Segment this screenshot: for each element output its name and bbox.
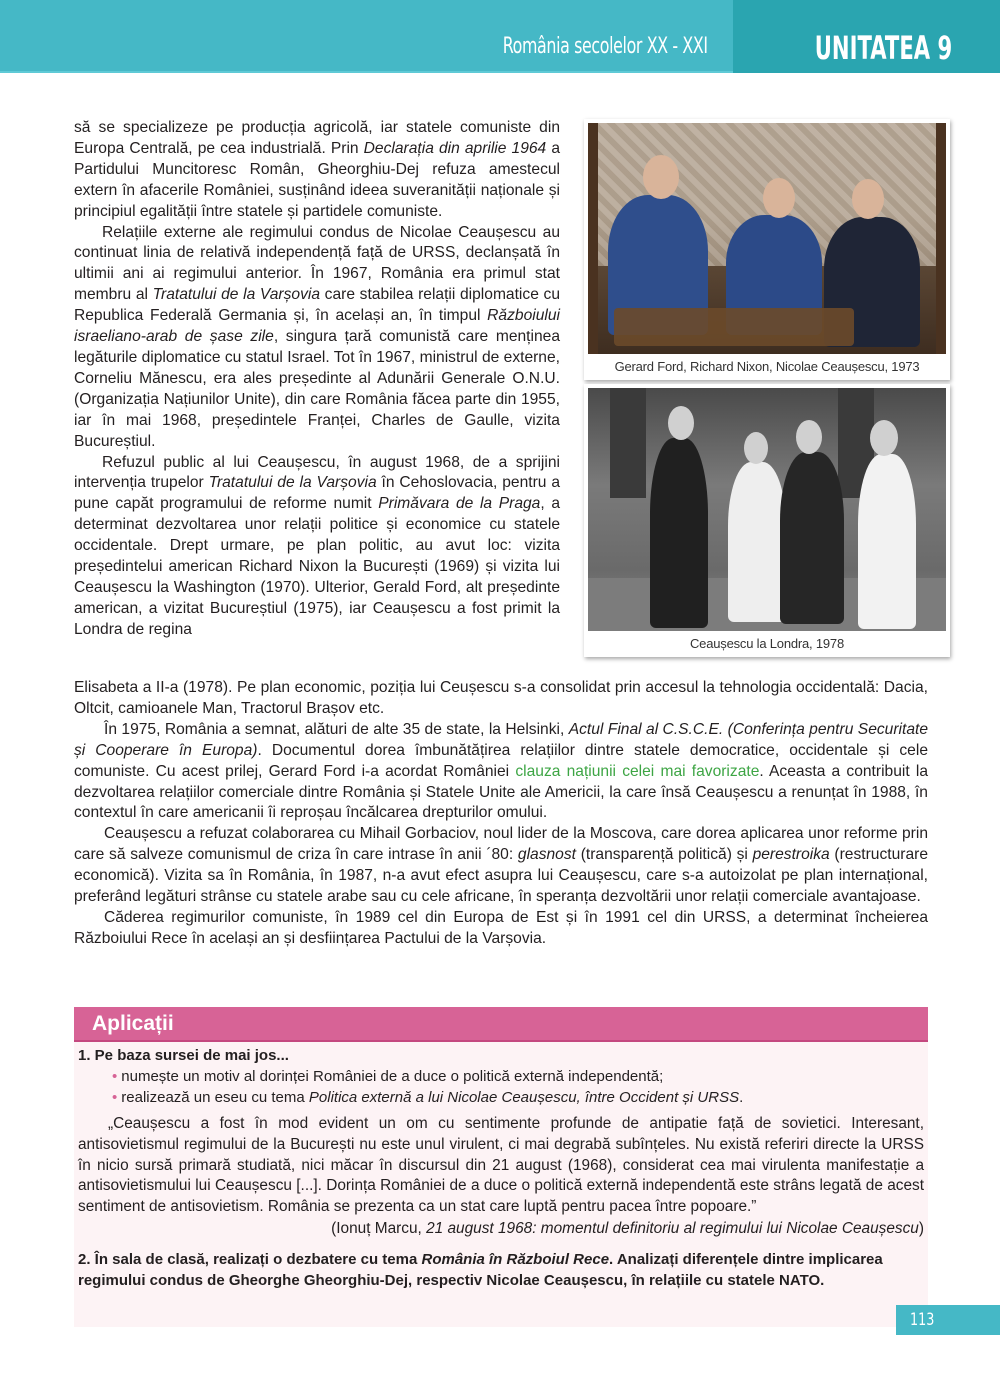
page-number: 113	[910, 1310, 935, 1330]
paragraph-4: În 1975, România a semnat, alături de alte 35 de state, la Helsinki, Actul Final al C.S.C.E. (Conferința pentru Securitate și Cooperare în Europa). Documentul dorea îmbunătățirea relațiilor dintre statele democratice, occidentale și cele comuniste. Cu acest prilej, Gerard Ford i-a acordat României clauza națiunii celei mai favorizate. Aceasta a contribuit la dezvoltarea relațiilor comerciale dintre România și Statele Unite ale Americii, la care însă Ceaușescu a renunțat în 1988, în contextul în care americanii îi reproșau încălcarea drepturilor omului.	[74, 720, 929, 822]
applications-content	[78, 1045, 924, 1291]
photo-image	[588, 388, 946, 631]
page-header	[0, 0, 1000, 73]
quote-source: (Ionuț Marcu, 21 august 1968: momentul definitoriu al regimului lui Nicolae Ceaușescu)	[331, 1219, 924, 1237]
question-1-title: 1. Pe baza sursei de mai jos...	[78, 1047, 289, 1064]
paragraph-3-continued: Elisabeta a II-a (1978). Pe plan economic, poziția lui Ceușescu s-a consolidat prin accesul la tehnologia occidentală: Dacia, Oltcit, camioanele Man, Tractorul Brașov etc.	[74, 679, 928, 717]
left-column-text	[74, 118, 560, 641]
applications-header	[74, 1007, 928, 1042]
question-2: 2. În sala de clasă, realizați o dezbatere cu tema România în Războiul Rece. Analizați diferențele dintre implicarea regimului condus de Gheorghe Gheorghiu-Dej, respectiv Nicolae Ceaușescu, în relațiile cu statele NATO.	[78, 1250, 883, 1289]
photo-caption: Gerard Ford, Richard Nixon, Nicolae Ceaușescu, 1973	[614, 359, 920, 374]
paragraph-5: Ceaușescu a refuzat colaborarea cu Mihail Gorbaciov, noul lider de la Moscova, care dorea aplicarea unor reforme prin care să salveze comunismul de criza în care intrase în anii ´80: glasnost (transparență politică) și perestroika (restructurare economică). Vizita sa în România, în 1987, n-a avut efect asupra lui Ceaușescu, care s-a autoizolat pe plan internațional, preferând legături strânse cu statele arabe sau cu cele africane, în speranța dezvoltării unor relații comerciale avantajoase.	[74, 825, 929, 906]
paragraph-2: Relațiile externe ale regimului condus de Nicolae Ceaușescu au continuat linia de relativă independență față de URSS, declanșată în ultimii ani ai regimului anterior. În 1967, România era primul stat membru al Tratatului de la Varșovia care stabilea relații diplomatice cu Republica Federală Germania și, în același an, în timpul Războiului israeliano-arab de șase zile, singura țară comunistă care menținea legăturile diplomatice cu statul Israel. Tot în 1967, ministrul de externe, Corneliu Mănescu, era ales președinte al Adunării Generale O.N.U. (Organizația Națiunilor Unite), din care România făcea parte din 1955, iar în mai 1968, președintele Franței, Charles de Gaulle, vizita Bucureștiul.	[74, 223, 560, 450]
source-quote: „Ceaușescu a fost în mod evident un om cu sentimente profunde de antipatie față de sovietici. Interesant, antisovietismul regimului de la București nu este unul virulent, ci mai degrabă subînțeles. Nu există referiri directe la URSS în nicio sursă primară studiată, nici măcar în discursul din 21 august (1968), considerat cea mai virulenta manifestație a antisovietismului lui Ceaușescu [...]. Dorința României de a duce o politică externă independentă este strâns legată de acest sentiment de antisovietism. România se prezenta ca un stat care luptă pentru pacea între popoare.”	[78, 1115, 924, 1216]
key-term-highlight: clauza națiunii celei mai favorizate	[515, 762, 760, 780]
book-subtitle: România secolelor XX - XXI	[503, 34, 708, 59]
page-number-tab	[896, 1305, 1000, 1335]
unit-label: UNITATEA 9	[814, 29, 952, 67]
full-width-text	[74, 678, 928, 950]
photo-image	[588, 123, 946, 354]
question-1-bullet-2: • realizează un eseu cu tema Politica externă a lui Nicolae Ceaușescu, între Occident și URSS.	[112, 1089, 744, 1106]
paragraph-1: să se specializeze pe producția agricolă, iar statele comuniste din Europa Centrală, pe cea industrială. Prin Declarația din aprilie 1964 a Partidului Muncitoresc Român, Gheorghiu-Dej refuza amestecul extern în afacerile României, susținând ideea suveranității naționale și principiul egalității între statele și partidele comuniste.	[74, 119, 560, 220]
applications-title: Aplicații	[92, 1012, 174, 1035]
unit-label-box	[733, 0, 1000, 73]
question-1-bullet-1: • numește un motiv al dorinței României de a duce o politică externă independentă;	[112, 1068, 664, 1085]
photo-ford-nixon-ceausescu	[584, 119, 950, 380]
paragraph-6: Căderea regimurilor comuniste, în 1989 cel din Europa de Est și în 1991 cel din URSS, a determinat încheierea Războiului Rece în același an și desființarea Pactului de la Varșovia.	[74, 908, 928, 947]
photo-ceausescu-london	[584, 384, 950, 657]
photo-caption: Ceaușescu la Londra, 1978	[689, 636, 844, 651]
bullet-icon: •	[112, 1089, 118, 1106]
bullet-icon: •	[112, 1068, 118, 1085]
paragraph-3: Refuzul public al lui Ceaușescu, în august 1968, de a sprijini intervenția trupelor Tratatului de la Varșovia în Cehoslovacia, pentru a pune capăt programului de reforme numit Primăvara de la Praga, a determinat dezvoltarea unor relații politice și economice cu statele occidentale. Drept urmare, pe plan politic, au avut loc: vizita președintelui american Richard Nixon la București (1969) și vizita lui Ceaușescu la Washington (1970). Ulterior, Gerald Ford, alt președinte american, a vizitat Bucureștiul (1975), iar Ceaușescu a fost primit la Londra de regina	[74, 453, 560, 638]
